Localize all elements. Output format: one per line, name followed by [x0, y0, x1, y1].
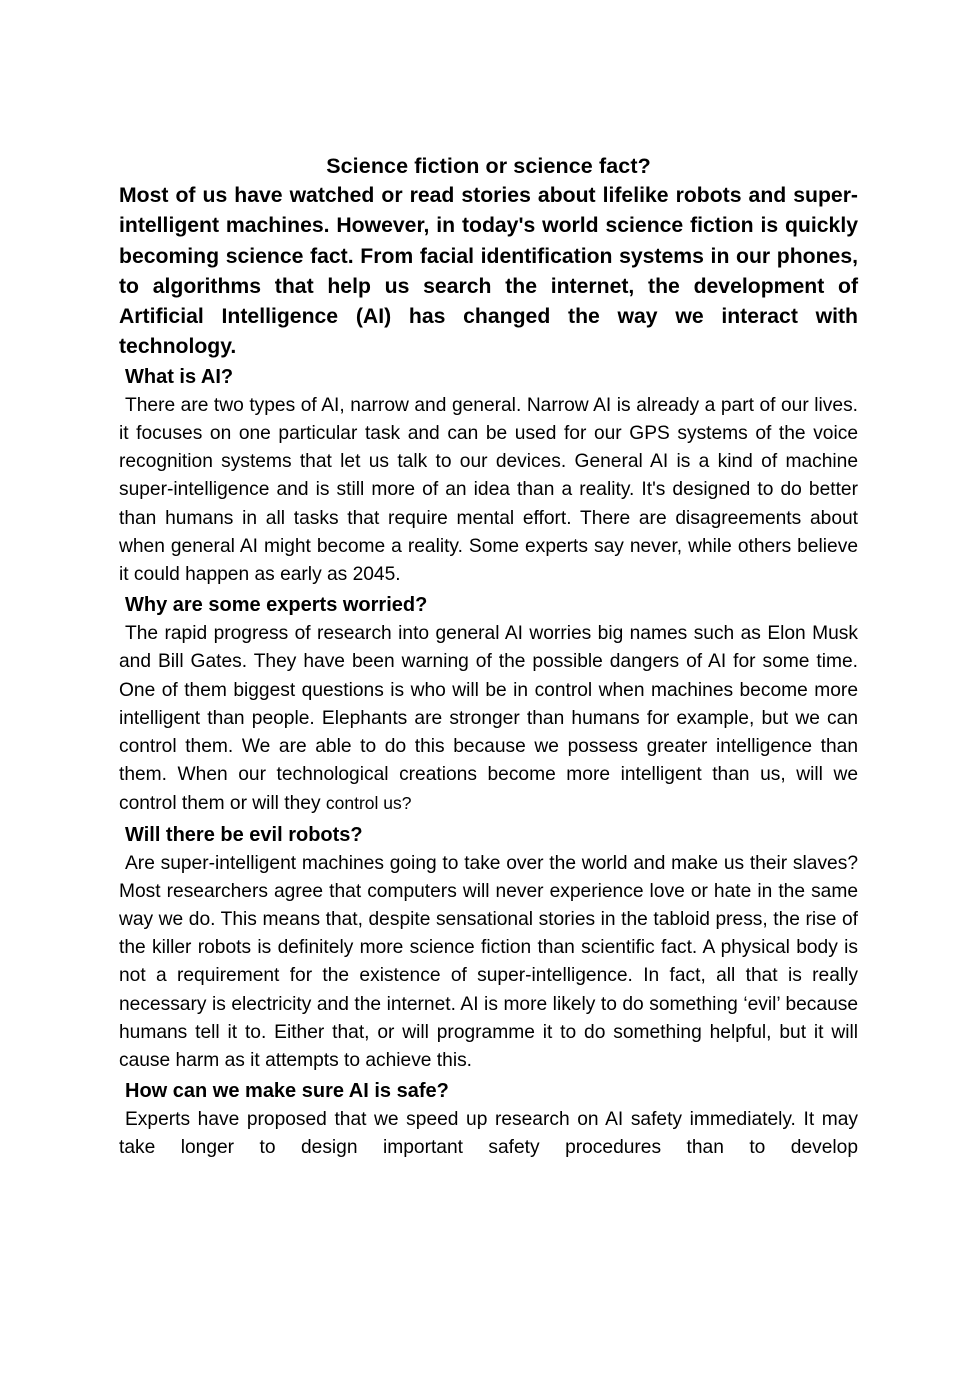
section-body-what-is-ai: There are two types of AI, narrow and general. Narrow AI is already a part of our lives. it focuses on one particular task and can be used for our GPS systems of the voice recognition systems that let us talk to our devices. General AI is a kind of machine super-intelligence and is still more of an idea than a reality. It's designed to do better than humans in all tasks that require mental effort. There are disagreements about when general AI might become a reality. Some experts say never, while others believe it could happen as early as 2045. [119, 394, 858, 585]
section-body-evil-robots: Are super-intelligent machines going to take over the world and make us their slaves? Most researchers agree that computers will never experience love or hate in the same way we do. This means that, despite sensational stories in the tabloid press, the rise of the killer robots is definitely more science fiction than scientific fact. A physical body is not a requirement for the existence of super-intelligence. In fact, all that is really necessary is electricity and the internet. AI is more likely to do something ‘evil’ because humans tell it to. Either that, or will programme it to do something helpful, but it will cause harm as it attempts to achieve this. [119, 852, 858, 1072]
section-body-ai-safe: Experts have proposed that we speed up research on AI safety immediately. It may take longer to design important safety procedures than to develop [119, 1109, 858, 1159]
section-heading-experts-worried: Why are some experts worried? [125, 594, 428, 617]
section-heading-evil-robots: Will there be evil robots? [125, 823, 363, 846]
document-title: Science fiction or science fact? [326, 154, 651, 178]
document-page [119, 151, 858, 1165]
section-body-experts-worried [119, 620, 858, 818]
section-body-tail: control us? [325, 793, 412, 814]
intro-paragraph: Most of us have watched or read stories about lifelike robots and super-intelligent machines. However, in today's world science fiction is quickly becoming science fact. From facial identification systems in our phones, to algorithms that help us search the internet, the development of Artificial Intelligence (AI) has changed the way we interact with technology. [119, 184, 858, 359]
section-heading-ai-safe: How can we make sure AI is safe? [125, 1080, 449, 1103]
section-heading-what-is-ai: What is AI? [125, 365, 234, 388]
section-body-text: The rapid progress of research into general AI worries big names such as Elon Musk and Bill Gates. They have been warning of the possible dangers of AI for some time. One of them biggest questions is who will be in control when machines become more intelligent than people. Elephants are stronger than humans for example, but we can control them. We are able to do this because we possess greater intelligence than them. When our technological creations become more intelligent than us, will we control them or will they [119, 623, 858, 815]
